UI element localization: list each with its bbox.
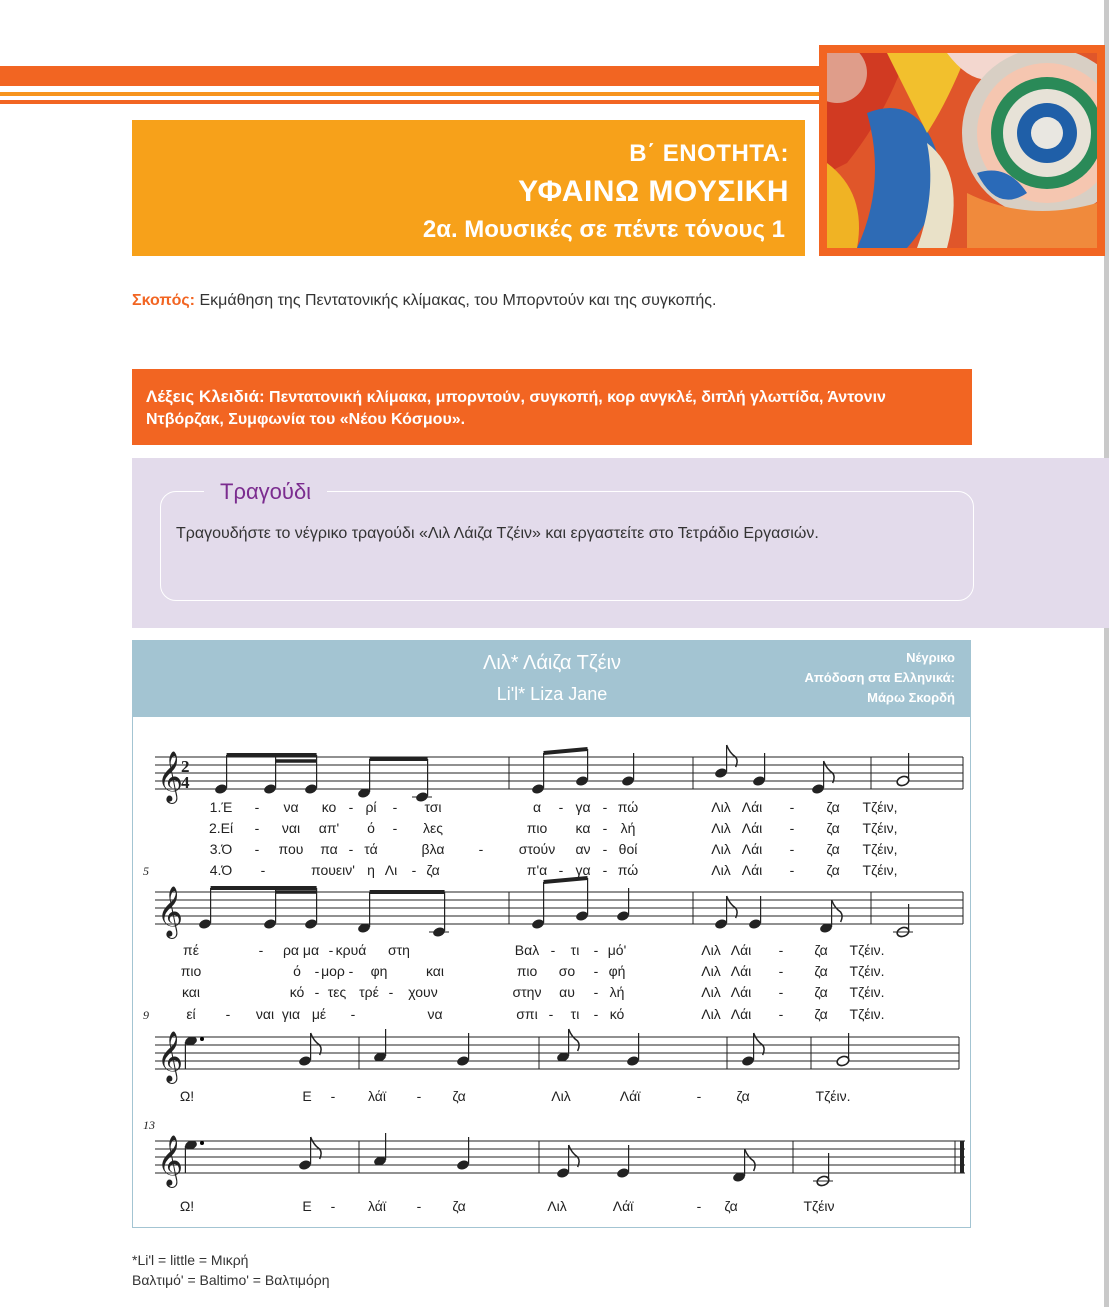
lyric-syllable: ζα xyxy=(814,963,828,979)
lyric-syllable: βλα xyxy=(421,841,445,857)
lyric-syllable: Λάϊ xyxy=(612,1198,634,1214)
translator-name: Μάρω Σκορδή xyxy=(867,690,955,705)
lyric-syllable: ζα xyxy=(826,841,840,857)
lyric-syllable: φη xyxy=(370,963,388,979)
lyric-syllable: - xyxy=(348,963,354,979)
lyric-syllable: χουν xyxy=(408,984,438,1000)
abstract-painting-image xyxy=(827,53,1097,248)
lyric-syllable: Τζέιν. xyxy=(849,984,885,1000)
lyric-syllable: λή xyxy=(620,820,636,836)
lyric-syllable: - xyxy=(254,820,260,836)
footnote: *Li'l = little = Μικρή xyxy=(132,1252,249,1268)
lyric-syllable: Λάι xyxy=(741,820,763,836)
lyric-syllable: - xyxy=(550,942,556,958)
lyric-syllable: - xyxy=(478,841,484,857)
lyric-syllable: ό xyxy=(367,820,375,836)
lyric-syllable: π'α xyxy=(526,862,548,878)
lyric-syllable: γα xyxy=(575,799,591,815)
lyric-syllable: Λιλ xyxy=(547,1198,567,1214)
keywords-paragraph xyxy=(146,386,958,431)
lyric-syllable: Τζέιν, xyxy=(862,799,898,815)
lyric-syllable: και xyxy=(425,963,445,979)
treble-clef: 𝄞 xyxy=(157,1031,184,1082)
lyric-syllable: κο xyxy=(321,799,337,815)
lyric-syllable: Τζέιν, xyxy=(862,820,898,836)
lyric-syllable: αν xyxy=(575,841,591,857)
lyric-syllable: - xyxy=(558,799,564,815)
quarter-note xyxy=(263,783,277,795)
lyric-syllable: - xyxy=(789,799,795,815)
lyric-syllable: Τζέιν. xyxy=(849,942,885,958)
lyric-syllable: - xyxy=(593,942,599,958)
note-flag xyxy=(569,1029,580,1051)
lyric-syllable: - xyxy=(350,1006,356,1022)
lyric-syllable: Τζέιν. xyxy=(815,1088,851,1104)
note-flag xyxy=(727,745,738,767)
quarter-note xyxy=(531,783,545,795)
lyric-syllable: Ω! xyxy=(179,1198,195,1214)
lyric-syllable: 1.Έ xyxy=(209,799,233,815)
header-artwork xyxy=(819,45,1105,256)
lyric-syllable: - xyxy=(789,862,795,878)
quarter-note xyxy=(741,1055,755,1067)
quarter-note xyxy=(304,918,318,930)
lyric-syllable: 4.Ό xyxy=(209,862,233,878)
score-header xyxy=(132,640,971,716)
lyric-syllable: τι xyxy=(570,1006,580,1022)
lyric-syllable: - xyxy=(602,799,608,815)
lyric-syllable: σο xyxy=(558,963,576,979)
keywords-text: Πεντατονική κλίμακα, μπορντούν, συγκοπή, κορ ανγκλέ, διπλή γλωττίδα, Άντονιν Ντβόρζακ, Συμφωνία του «Νέου Κόσμου». xyxy=(146,389,886,428)
aim-label: Σκοπός: xyxy=(132,292,195,309)
lyric-syllable: - xyxy=(778,942,784,958)
lyric-syllable: - xyxy=(330,1088,336,1104)
lyric-syllable: εί xyxy=(186,1006,196,1022)
lyric-syllable: φή xyxy=(608,963,626,979)
lyric-syllable: - xyxy=(258,942,264,958)
lyric-syllable: πιο xyxy=(516,963,538,979)
lyric-syllable: ζα xyxy=(826,820,840,836)
lyric-syllable: Βαλ xyxy=(514,942,540,958)
note-flag xyxy=(727,896,738,918)
lyric-syllable: - xyxy=(593,984,599,1000)
lyric-syllable: πέ xyxy=(183,942,199,958)
lyric-syllable: στη xyxy=(388,942,410,958)
unit-title-box xyxy=(132,120,805,256)
time-signature-top: 2 xyxy=(181,757,190,776)
lyric-syllable: πιο xyxy=(526,820,548,836)
lyric-syllable: Λιλ xyxy=(711,799,731,815)
lyric-syllable: ζα xyxy=(452,1198,466,1214)
lyric-syllable: ζα xyxy=(724,1198,738,1214)
keywords-box xyxy=(132,369,972,445)
lyric-syllable: ρα xyxy=(282,942,300,958)
quarter-note xyxy=(626,1055,640,1067)
lyric-syllable: κρυά xyxy=(335,942,367,958)
note-flag xyxy=(832,900,843,922)
quarter-note xyxy=(575,775,589,787)
lyric-syllable: - xyxy=(392,820,398,836)
lyric-syllable: Τζέιν, xyxy=(862,841,898,857)
lyric-syllable: - xyxy=(388,984,394,1000)
lyric-syllable: να xyxy=(283,799,299,815)
score-svg xyxy=(133,717,970,1227)
lyric-syllable: λες xyxy=(423,820,443,836)
quarter-note xyxy=(304,783,318,795)
lyric-syllable: Λάι xyxy=(730,1006,752,1022)
lyric-syllable: Λάι xyxy=(730,984,752,1000)
lyric-syllable: Τζέιν. xyxy=(849,963,885,979)
header-stripe-thin xyxy=(0,92,820,96)
song-title-english: Li'l* Liza Jane xyxy=(496,684,608,704)
quarter-note xyxy=(811,783,825,795)
lyric-syllable: Λιλ xyxy=(711,820,731,836)
lyric-syllable: ναι xyxy=(281,820,301,836)
lyric-syllable: τρέ xyxy=(359,984,379,1000)
lyric-syllable: ναι xyxy=(255,1006,275,1022)
lyric-syllable: πα xyxy=(320,841,338,857)
quarter-note xyxy=(556,1167,570,1179)
measure-number: 5 xyxy=(143,864,149,878)
lyric-syllable: Ω! xyxy=(179,1088,195,1104)
footnotes xyxy=(132,1250,330,1290)
lyric-syllable: αυ xyxy=(559,984,575,1000)
quarter-note xyxy=(456,1159,470,1171)
lyric-syllable: - xyxy=(778,1006,784,1022)
lyric-syllable: - xyxy=(778,984,784,1000)
lyric-syllable: πώ xyxy=(617,799,639,815)
lyric-syllable: για xyxy=(281,1006,301,1022)
note-flag xyxy=(311,1137,322,1159)
note-flag xyxy=(311,1033,322,1055)
dot xyxy=(200,1141,204,1145)
half-note xyxy=(836,1055,850,1067)
quarter-note xyxy=(298,1055,312,1067)
lyric-syllable: - xyxy=(593,1006,599,1022)
lyric-syllable: 3.Ό xyxy=(209,841,233,857)
lyric-syllable: μό' xyxy=(607,942,627,958)
treble-clef: 𝄞 xyxy=(157,751,184,802)
lyric-syllable: - xyxy=(330,1198,336,1214)
lyric-syllable: πουειν' xyxy=(311,862,355,878)
treble-clef: 𝄞 xyxy=(157,886,184,937)
lyric-syllable: πώ xyxy=(617,862,639,878)
lyric-syllable: Λάι xyxy=(730,963,752,979)
footnote: Βαλτιμό' = Baltimo' = Βαλτιμόρη xyxy=(132,1272,330,1288)
lyric-syllable: Λιλ xyxy=(701,942,721,958)
quarter-note xyxy=(616,910,630,922)
lyric-syllable: ζα xyxy=(814,942,828,958)
keywords-label: Λέξεις Κλειδιά: xyxy=(146,387,265,406)
lyric-syllable: 2.Εί xyxy=(208,820,234,836)
quarter-note xyxy=(456,1055,470,1067)
lyric-syllable: - xyxy=(602,862,608,878)
song-credits xyxy=(804,648,955,708)
lyric-syllable: ζα xyxy=(736,1088,750,1104)
lyric-syllable: τά xyxy=(364,841,378,857)
song-instruction: Τραγουδήστε το νέγρικο τραγούδι «Λιλ Λάιζα Τζέιν» και εργαστείτε στο Τετράδιο Εργασιών. xyxy=(176,525,819,542)
lyric-syllable: - xyxy=(254,799,260,815)
lyric-syllable: πιο xyxy=(180,963,202,979)
quarter-note xyxy=(752,775,766,787)
lyric-syllable: σπι xyxy=(516,1006,538,1022)
lyric-syllable: - xyxy=(696,1088,702,1104)
lyric-syllable: κό xyxy=(609,1006,625,1022)
lyric-syllable: και xyxy=(181,984,201,1000)
lyric-syllable: Λιλ xyxy=(711,841,731,857)
quarter-note xyxy=(575,910,589,922)
lyric-syllable: Λάϊ xyxy=(619,1088,641,1104)
lyric-syllable: Λιλ xyxy=(701,963,721,979)
lyric-syllable: μέ xyxy=(311,1006,327,1022)
lyric-syllable: κα xyxy=(575,820,591,836)
lyric-syllable: Ε xyxy=(302,1198,312,1214)
quarter-note xyxy=(298,1159,312,1171)
lyric-syllable: ζα xyxy=(814,984,828,1000)
unit-label: Β΄ ΕΝΟΤΗΤΑ: xyxy=(629,140,789,167)
quarter-note xyxy=(263,918,277,930)
lyric-syllable: Ε xyxy=(302,1088,312,1104)
header-stripe-thin xyxy=(0,100,820,104)
lyric-syllable: - xyxy=(328,942,334,958)
song-origin: Νέγρικο xyxy=(906,650,955,665)
lyric-syllable: Τζέιν xyxy=(803,1198,835,1214)
lyric-syllable: κό xyxy=(289,984,305,1000)
note-flag xyxy=(754,1033,765,1055)
lyric-syllable: Λιλ xyxy=(711,862,731,878)
lyric-syllable: απ' xyxy=(318,820,340,836)
note-beam xyxy=(544,878,588,882)
quarter-note xyxy=(214,783,228,795)
aim-text: Εκμάθηση της Πεντατονικής κλίμακας, του Μπορντούν και της συγκοπής. xyxy=(195,292,717,309)
aim-paragraph xyxy=(132,288,822,314)
lyric-syllable: Λάι xyxy=(741,841,763,857)
lyric-syllable: - xyxy=(558,862,564,878)
quarter-note xyxy=(714,918,728,930)
lyric-syllable: γα xyxy=(575,862,591,878)
lyric-syllable: - xyxy=(696,1198,702,1214)
lyric-syllable: τες xyxy=(327,984,347,1000)
lyric-syllable: μορ xyxy=(321,963,345,979)
lyric-syllable: - xyxy=(314,963,320,979)
lyric-syllable: - xyxy=(593,963,599,979)
quarter-note xyxy=(531,918,545,930)
lyric-syllable: ζα xyxy=(826,799,840,815)
lyric-syllable: - xyxy=(225,1006,231,1022)
lyric-syllable: - xyxy=(254,841,260,857)
lyric-syllable: Τζέιν, xyxy=(862,862,898,878)
lyric-syllable: στούν xyxy=(518,841,556,857)
dot xyxy=(200,1037,204,1041)
lyric-syllable: - xyxy=(602,841,608,857)
quarter-note xyxy=(621,775,635,787)
lyric-syllable: να xyxy=(427,1006,443,1022)
treble-clef: 𝄞 xyxy=(157,1135,184,1186)
lyric-syllable: ρί xyxy=(365,799,377,815)
lyric-syllable: - xyxy=(416,1088,422,1104)
song-title-greek: Λιλ* Λάιζα Τζέιν xyxy=(482,652,622,674)
lyric-syllable: ζα xyxy=(426,862,440,878)
lyric-syllable: ζα xyxy=(826,862,840,878)
lyric-syllable: τσι xyxy=(424,799,442,815)
quarter-note xyxy=(616,1167,630,1179)
lyric-syllable: που xyxy=(278,841,304,857)
lesson-title: 2α. Μουσικές σε πέντε τόνους 1 xyxy=(422,216,785,243)
lyric-syllable: - xyxy=(348,841,354,857)
header-stripe xyxy=(0,66,820,86)
lyric-syllable: - xyxy=(789,841,795,857)
time-signature-bottom: 4 xyxy=(181,773,190,792)
half-note xyxy=(896,775,910,787)
unit-title: ΥΦΑΙΝΩ ΜΟΥΣΙΚΗ xyxy=(518,175,789,208)
quarter-note xyxy=(748,918,762,930)
quarter-note xyxy=(714,767,728,779)
lyric-syllable: ό xyxy=(293,963,301,979)
lyric-syllable: Λιλ xyxy=(551,1088,571,1104)
song-label: Τραγούδι xyxy=(204,479,327,505)
note-flag xyxy=(569,1145,580,1167)
lyric-syllable: - xyxy=(260,862,266,878)
lyric-syllable: ζα xyxy=(814,1006,828,1022)
note-beam xyxy=(544,749,588,753)
lyric-syllable: - xyxy=(778,963,784,979)
note-flag xyxy=(745,1149,756,1171)
lyric-syllable: - xyxy=(348,799,354,815)
quarter-note xyxy=(198,918,212,930)
measure-number: 9 xyxy=(143,1008,149,1022)
lyric-syllable: - xyxy=(789,820,795,836)
lyric-syllable: - xyxy=(392,799,398,815)
lyric-syllable: α xyxy=(532,799,542,815)
lyric-syllable: λάϊ xyxy=(368,1088,386,1104)
lyric-syllable: λή xyxy=(609,984,625,1000)
lyric-syllable: Λάι xyxy=(741,799,763,815)
measure-number: 13 xyxy=(143,1118,155,1132)
lyric-syllable: - xyxy=(602,820,608,836)
lyric-syllable: - xyxy=(411,862,417,878)
translation-label: Απόδοση στα Ελληνικά: xyxy=(804,670,955,685)
lyric-syllable: Λάι xyxy=(730,942,752,958)
lyric-syllable: - xyxy=(314,984,320,1000)
sheet-music xyxy=(132,716,971,1228)
lyric-syllable: μα xyxy=(302,942,320,958)
lyric-syllable: Λι xyxy=(384,862,398,878)
lyric-syllable: - xyxy=(416,1198,422,1214)
lyric-syllable: τι xyxy=(570,942,580,958)
lyric-syllable: Τζέιν. xyxy=(849,1006,885,1022)
lyric-syllable: λάϊ xyxy=(368,1198,386,1214)
lyric-syllable: Λιλ xyxy=(701,984,721,1000)
lyric-syllable: ζα xyxy=(452,1088,466,1104)
lyric-syllable: η xyxy=(367,862,375,878)
lyric-syllable: Λάι xyxy=(741,862,763,878)
note-flag xyxy=(824,761,835,783)
lyric-syllable: θοί xyxy=(618,841,638,857)
lyric-syllable: - xyxy=(548,1006,554,1022)
lyric-syllable: Λιλ xyxy=(701,1006,721,1022)
lyric-syllable: στην xyxy=(512,984,542,1000)
